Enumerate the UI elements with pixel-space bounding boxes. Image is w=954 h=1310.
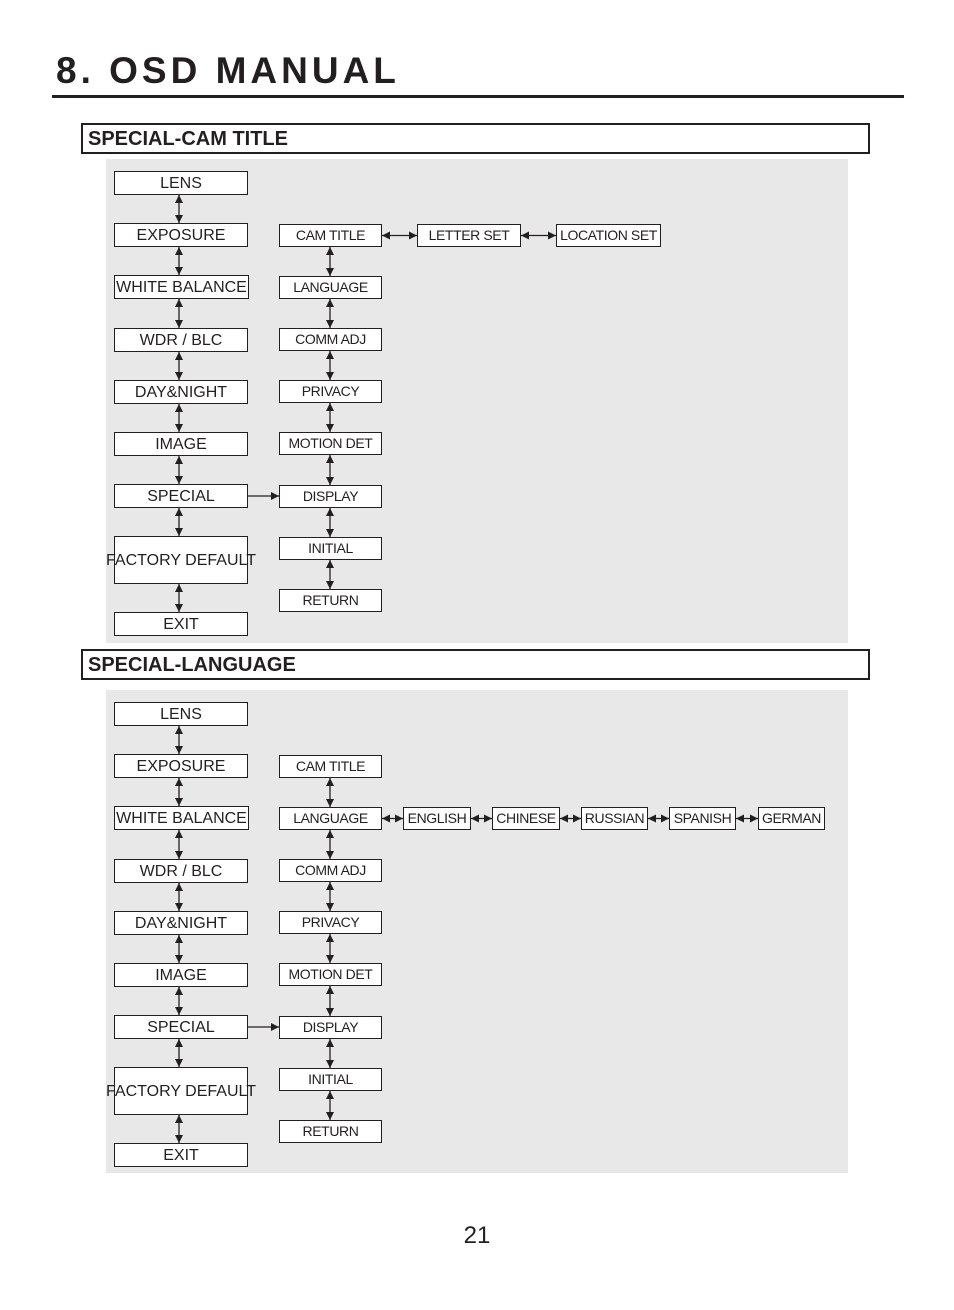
main-menu-special: SPECIAL — [114, 484, 248, 508]
arrow-head — [175, 476, 183, 484]
option-chinese: CHINESE — [492, 807, 560, 830]
special-menu-cam-title: CAM TITLE — [279, 755, 382, 778]
arrow-head — [175, 372, 183, 380]
main-menu-exit: EXIT — [114, 612, 248, 636]
arrow-head — [326, 955, 334, 963]
section-header-cam-title: SPECIAL-CAM TITLE — [81, 123, 870, 154]
arrow-head — [175, 424, 183, 432]
arrow-head — [326, 581, 334, 589]
arrow-head — [661, 815, 669, 823]
arrow-head — [326, 268, 334, 276]
special-menu-privacy: PRIVACY — [279, 911, 382, 934]
option-location-set: LOCATION SET — [556, 224, 661, 247]
option-spanish: SPANISH — [669, 807, 736, 830]
section-header-language: SPECIAL-LANGUAGE — [81, 649, 870, 680]
arrow-head — [175, 299, 183, 307]
option-german: GERMAN — [758, 807, 825, 830]
option-russian: RUSSIAN — [581, 807, 648, 830]
arrow-head — [326, 1060, 334, 1068]
arrow-head — [326, 508, 334, 516]
arrow-head — [175, 955, 183, 963]
arrow-head — [271, 492, 279, 500]
arrow-head — [175, 195, 183, 203]
arrow-head — [326, 778, 334, 786]
special-menu-return: RETURN — [279, 1120, 382, 1143]
arrow-head — [326, 372, 334, 380]
arrow-head — [326, 830, 334, 838]
arrow-head — [471, 815, 479, 823]
special-menu-comm-adj: COMM ADJ — [279, 328, 382, 351]
arrow-head — [648, 815, 656, 823]
arrow-head — [573, 815, 581, 823]
arrow-head — [326, 1039, 334, 1047]
page-number: 21 — [463, 1222, 491, 1249]
arrow-head — [326, 903, 334, 911]
arrow-head — [175, 604, 183, 612]
arrow-head — [326, 1008, 334, 1016]
arrow-head — [175, 935, 183, 943]
arrow-head — [175, 215, 183, 223]
arrow-head — [175, 1007, 183, 1015]
arrow-head — [175, 267, 183, 275]
arrow-head — [175, 352, 183, 360]
page-title: 8. OSD MANUAL — [56, 50, 400, 91]
main-menu-day-and-night: DAY&NIGHT — [114, 911, 248, 935]
arrow-head — [326, 403, 334, 411]
special-menu-motion-det: MOTION DET — [279, 432, 382, 455]
main-menu-exit: EXIT — [114, 1143, 248, 1167]
main-menu-lens: LENS — [114, 171, 248, 195]
arrow-head — [271, 1023, 279, 1031]
arrow-head — [175, 508, 183, 516]
special-menu-privacy: PRIVACY — [279, 380, 382, 403]
arrow-head — [395, 815, 403, 823]
arrow-head — [548, 232, 556, 240]
arrow-head — [175, 1039, 183, 1047]
main-menu-image: IMAGE — [114, 963, 248, 987]
arrow-head — [736, 815, 744, 823]
arrow-head — [175, 584, 183, 592]
title-rule — [52, 95, 904, 98]
main-menu-white-balance: WHITE BALANCE — [114, 806, 249, 830]
diagram-panel-language — [106, 690, 848, 1173]
arrow-head — [326, 529, 334, 537]
arrow-head — [175, 456, 183, 464]
arrow-head — [326, 560, 334, 568]
arrow-head — [175, 726, 183, 734]
arrow-head — [326, 455, 334, 463]
arrow-head — [560, 815, 568, 823]
main-menu-exposure: EXPOSURE — [114, 754, 248, 778]
special-menu-initial: INITIAL — [279, 537, 382, 560]
arrow-head — [175, 320, 183, 328]
special-menu-comm-adj: COMM ADJ — [279, 859, 382, 882]
diagram-panel-cam-title — [106, 159, 848, 643]
main-menu-exposure: EXPOSURE — [114, 223, 248, 247]
special-menu-display: DISPLAY — [279, 1016, 382, 1039]
special-menu-language: LANGUAGE — [279, 807, 382, 830]
arrow-head — [326, 882, 334, 890]
main-menu-image: IMAGE — [114, 432, 248, 456]
special-menu-language: LANGUAGE — [279, 276, 382, 299]
arrow-head — [521, 232, 529, 240]
arrow-head — [175, 778, 183, 786]
arrow-head — [382, 815, 390, 823]
arrow-head — [326, 477, 334, 485]
arrow-head — [326, 986, 334, 994]
arrow-head — [175, 903, 183, 911]
main-menu-white-balance: WHITE BALANCE — [114, 275, 249, 299]
arrow-head — [326, 934, 334, 942]
special-menu-cam-title: CAM TITLE — [279, 224, 382, 247]
option-letter-set: LETTER SET — [417, 224, 521, 247]
arrow-head — [484, 815, 492, 823]
arrow-head — [326, 1091, 334, 1099]
main-menu-wdr-blc: WDR / BLC — [114, 859, 248, 883]
arrow-head — [326, 320, 334, 328]
arrow-head — [326, 424, 334, 432]
arrow-head — [382, 232, 390, 240]
arrow-head — [175, 1135, 183, 1143]
arrow-head — [175, 987, 183, 995]
special-menu-return: RETURN — [279, 589, 382, 612]
arrow-head — [175, 247, 183, 255]
special-menu-display: DISPLAY — [279, 485, 382, 508]
arrow-head — [175, 528, 183, 536]
arrow-head — [175, 1115, 183, 1123]
arrow-head — [326, 299, 334, 307]
arrow-head — [409, 232, 417, 240]
arrow-head — [175, 1059, 183, 1067]
arrow-head — [326, 247, 334, 255]
arrow-head — [175, 746, 183, 754]
arrow-head — [326, 1112, 334, 1120]
main-menu-factory-default: FACTORY DEFAULT — [114, 536, 248, 584]
arrow-head — [175, 883, 183, 891]
special-menu-motion-det: MOTION DET — [279, 963, 382, 986]
main-menu-lens: LENS — [114, 702, 248, 726]
main-menu-wdr-blc: WDR / BLC — [114, 328, 248, 352]
arrow-head — [326, 851, 334, 859]
main-menu-day-and-night: DAY&NIGHT — [114, 380, 248, 404]
option-english: ENGLISH — [403, 807, 471, 830]
arrow-head — [750, 815, 758, 823]
arrow-head — [326, 799, 334, 807]
arrow-head — [175, 404, 183, 412]
arrow-head — [175, 830, 183, 838]
main-menu-special: SPECIAL — [114, 1015, 248, 1039]
main-menu-factory-default: FACTORY DEFAULT — [114, 1067, 248, 1115]
arrow-head — [175, 798, 183, 806]
arrow-head — [326, 351, 334, 359]
special-menu-initial: INITIAL — [279, 1068, 382, 1091]
arrow-head — [175, 851, 183, 859]
